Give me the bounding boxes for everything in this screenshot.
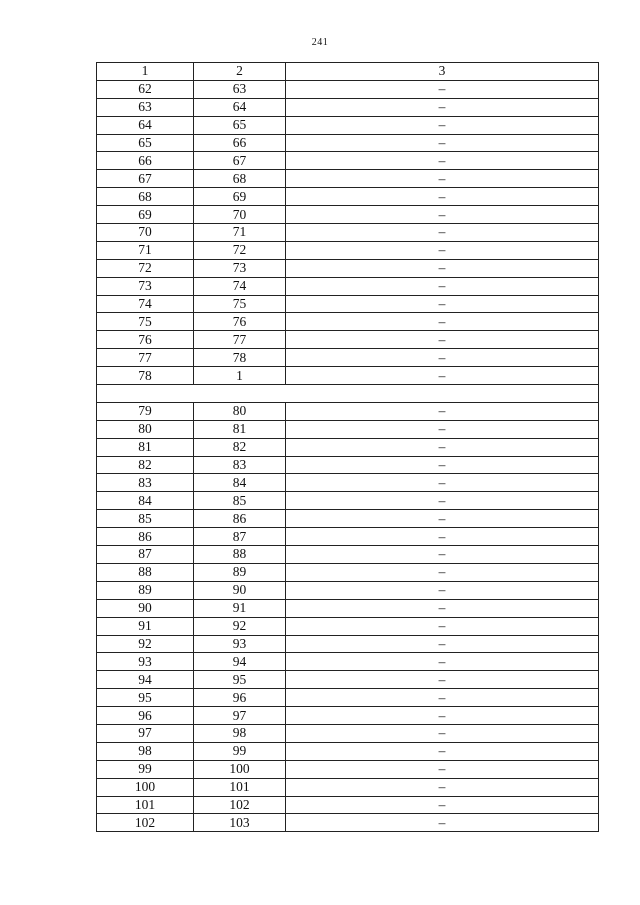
table-section-1: [97, 80, 599, 384]
table-cell-col-1: 68: [97, 188, 194, 206]
table-cell-col-3: –: [286, 581, 599, 599]
table-cell-col-1: 80: [97, 420, 194, 438]
table-cell-col-1: 64: [97, 116, 194, 134]
data-table: [96, 62, 599, 832]
table-cell-col-1: 82: [97, 456, 194, 474]
table-row: [97, 349, 599, 367]
table-cell-col-2: 81: [194, 420, 286, 438]
table-cell-col-1: 91: [97, 617, 194, 635]
table-cell-col-2: 82: [194, 438, 286, 456]
table-cell-col-2: 64: [194, 98, 286, 116]
table-cell-col-2: 95: [194, 671, 286, 689]
table-cell-col-3: –: [286, 277, 599, 295]
table-cell-col-2: 78: [194, 349, 286, 367]
table-row: [97, 170, 599, 188]
table-cell-col-3: –: [286, 134, 599, 152]
table-cell-col-3: –: [286, 814, 599, 832]
table-cell-col-3: –: [286, 599, 599, 617]
table-row: [97, 206, 599, 224]
table-cell-col-2: 1: [194, 367, 286, 385]
section-gap-cell: [97, 385, 599, 403]
table-cell-col-2: 84: [194, 474, 286, 492]
table-row: [97, 224, 599, 242]
table-row: [97, 563, 599, 581]
table-cell-col-2: 98: [194, 724, 286, 742]
table-cell-col-1: 88: [97, 563, 194, 581]
table-cell-col-3: –: [286, 707, 599, 725]
table-row: [97, 277, 599, 295]
table-cell-col-3: –: [286, 331, 599, 349]
table-cell-col-2: 71: [194, 224, 286, 242]
column-header-3: 3: [286, 63, 599, 81]
table-cell-col-1: 89: [97, 581, 194, 599]
table-row: [97, 689, 599, 707]
table-cell-col-2: 86: [194, 510, 286, 528]
table-cell-col-3: –: [286, 241, 599, 259]
table-cell-col-2: 85: [194, 492, 286, 510]
table-cell-col-2: 75: [194, 295, 286, 313]
table-cell-col-1: 98: [97, 742, 194, 760]
table-cell-col-1: 69: [97, 206, 194, 224]
table-cell-col-2: 99: [194, 742, 286, 760]
table-row: [97, 707, 599, 725]
table-cell-col-1: 100: [97, 778, 194, 796]
table-row: [97, 80, 599, 98]
table-row: [97, 241, 599, 259]
table-cell-col-2: 93: [194, 635, 286, 653]
table-row: [97, 635, 599, 653]
table-cell-col-2: 89: [194, 563, 286, 581]
table-cell-col-2: 102: [194, 796, 286, 814]
table-cell-col-3: –: [286, 742, 599, 760]
table-cell-col-2: 69: [194, 188, 286, 206]
table-cell-col-3: –: [286, 778, 599, 796]
table-cell-col-1: 71: [97, 241, 194, 259]
table-cell-col-3: –: [286, 796, 599, 814]
table-cell-col-3: –: [286, 760, 599, 778]
table-cell-col-3: –: [286, 689, 599, 707]
table-row: [97, 546, 599, 564]
table-row: [97, 295, 599, 313]
table-cell-col-3: –: [286, 98, 599, 116]
table-cell-col-3: –: [286, 170, 599, 188]
table-cell-col-3: –: [286, 188, 599, 206]
table-cell-col-3: –: [286, 563, 599, 581]
table-row: [97, 671, 599, 689]
table-row: [97, 152, 599, 170]
table-row: [97, 420, 599, 438]
table-cell-col-1: 96: [97, 707, 194, 725]
table-cell-col-1: 70: [97, 224, 194, 242]
table-cell-col-2: 91: [194, 599, 286, 617]
table-cell-col-3: –: [286, 420, 599, 438]
table-cell-col-2: 63: [194, 80, 286, 98]
table-cell-col-3: –: [286, 492, 599, 510]
table-cell-col-2: 88: [194, 546, 286, 564]
column-header-1: 1: [97, 63, 194, 81]
table-cell-col-1: 101: [97, 796, 194, 814]
table-cell-col-3: –: [286, 367, 599, 385]
table-cell-col-2: 101: [194, 778, 286, 796]
table-row: [97, 796, 599, 814]
table-row: [97, 438, 599, 456]
table-cell-col-1: 95: [97, 689, 194, 707]
table-row: [97, 778, 599, 796]
table-cell-col-1: 83: [97, 474, 194, 492]
table-cell-col-3: –: [286, 349, 599, 367]
table-cell-col-3: –: [286, 724, 599, 742]
table-cell-col-2: 67: [194, 152, 286, 170]
table-cell-col-1: 78: [97, 367, 194, 385]
table-row: [97, 456, 599, 474]
table-cell-col-1: 75: [97, 313, 194, 331]
table-cell-col-3: –: [286, 474, 599, 492]
table-cell-col-3: –: [286, 313, 599, 331]
table-cell-col-2: 97: [194, 707, 286, 725]
table-cell-col-1: 65: [97, 134, 194, 152]
table-cell-col-1: 99: [97, 760, 194, 778]
table-cell-col-3: –: [286, 456, 599, 474]
column-header-2: 2: [194, 63, 286, 81]
table-section-2: [97, 402, 599, 831]
table-row: [97, 259, 599, 277]
table-cell-col-1: 94: [97, 671, 194, 689]
table-cell-col-1: 84: [97, 492, 194, 510]
table-cell-col-1: 62: [97, 80, 194, 98]
section-gap-row: [97, 385, 599, 403]
table-cell-col-1: 79: [97, 402, 194, 420]
table-row: [97, 617, 599, 635]
table-cell-col-2: 73: [194, 259, 286, 277]
table-cell-col-1: 85: [97, 510, 194, 528]
table-cell-col-1: 102: [97, 814, 194, 832]
table-cell-col-3: –: [286, 206, 599, 224]
table-cell-col-3: –: [286, 653, 599, 671]
table-cell-col-2: 90: [194, 581, 286, 599]
table-cell-col-3: –: [286, 635, 599, 653]
table-cell-col-2: 94: [194, 653, 286, 671]
table-cell-col-3: –: [286, 259, 599, 277]
table-row: [97, 653, 599, 671]
table-cell-col-1: 81: [97, 438, 194, 456]
table-cell-col-1: 77: [97, 349, 194, 367]
table-cell-col-1: 86: [97, 528, 194, 546]
table-row: [97, 402, 599, 420]
table-cell-col-3: –: [286, 402, 599, 420]
table-row: [97, 116, 599, 134]
table-cell-col-3: –: [286, 617, 599, 635]
table-row: [97, 581, 599, 599]
table-row: [97, 188, 599, 206]
table-row: [97, 492, 599, 510]
table-cell-col-1: 67: [97, 170, 194, 188]
table-row: [97, 724, 599, 742]
table-cell-col-2: 103: [194, 814, 286, 832]
table-row: [97, 134, 599, 152]
table-cell-col-1: 93: [97, 653, 194, 671]
table-cell-col-1: 66: [97, 152, 194, 170]
table-row: [97, 313, 599, 331]
table-cell-col-3: –: [286, 116, 599, 134]
table-cell-col-2: 92: [194, 617, 286, 635]
table-cell-col-2: 66: [194, 134, 286, 152]
table-row: [97, 814, 599, 832]
table-cell-col-1: 87: [97, 546, 194, 564]
table-cell-col-3: –: [286, 80, 599, 98]
table-cell-col-1: 74: [97, 295, 194, 313]
table-cell-col-2: 87: [194, 528, 286, 546]
table-row: [97, 742, 599, 760]
table-cell-col-1: 76: [97, 331, 194, 349]
table-cell-col-2: 70: [194, 206, 286, 224]
table-row: [97, 367, 599, 385]
table-cell-col-1: 92: [97, 635, 194, 653]
table-cell-col-2: 80: [194, 402, 286, 420]
table-cell-col-3: –: [286, 295, 599, 313]
table-cell-col-2: 77: [194, 331, 286, 349]
table-cell-col-2: 100: [194, 760, 286, 778]
table-row: [97, 760, 599, 778]
table-header-row: [97, 63, 599, 81]
table-cell-col-1: 63: [97, 98, 194, 116]
table-cell-col-2: 72: [194, 241, 286, 259]
table-cell-col-2: 76: [194, 313, 286, 331]
table-row: [97, 331, 599, 349]
table-row: [97, 510, 599, 528]
table-row: [97, 474, 599, 492]
table-row: [97, 528, 599, 546]
table-section-gap: [97, 385, 599, 403]
table-cell-col-1: 97: [97, 724, 194, 742]
table-cell-col-2: 83: [194, 456, 286, 474]
table-cell-col-3: –: [286, 671, 599, 689]
table-cell-col-1: 72: [97, 259, 194, 277]
page-number: 241: [311, 37, 329, 48]
table-cell-col-3: –: [286, 528, 599, 546]
table-row: [97, 599, 599, 617]
table-cell-col-3: –: [286, 510, 599, 528]
table-cell-col-3: –: [286, 546, 599, 564]
table-cell-col-3: –: [286, 438, 599, 456]
table-cell-col-1: 73: [97, 277, 194, 295]
table-cell-col-2: 65: [194, 116, 286, 134]
table-cell-col-2: 74: [194, 277, 286, 295]
table-row: [97, 98, 599, 116]
table-cell-col-2: 96: [194, 689, 286, 707]
table-cell-col-3: –: [286, 224, 599, 242]
table-cell-col-3: –: [286, 152, 599, 170]
table-cell-col-2: 68: [194, 170, 286, 188]
table-cell-col-1: 90: [97, 599, 194, 617]
